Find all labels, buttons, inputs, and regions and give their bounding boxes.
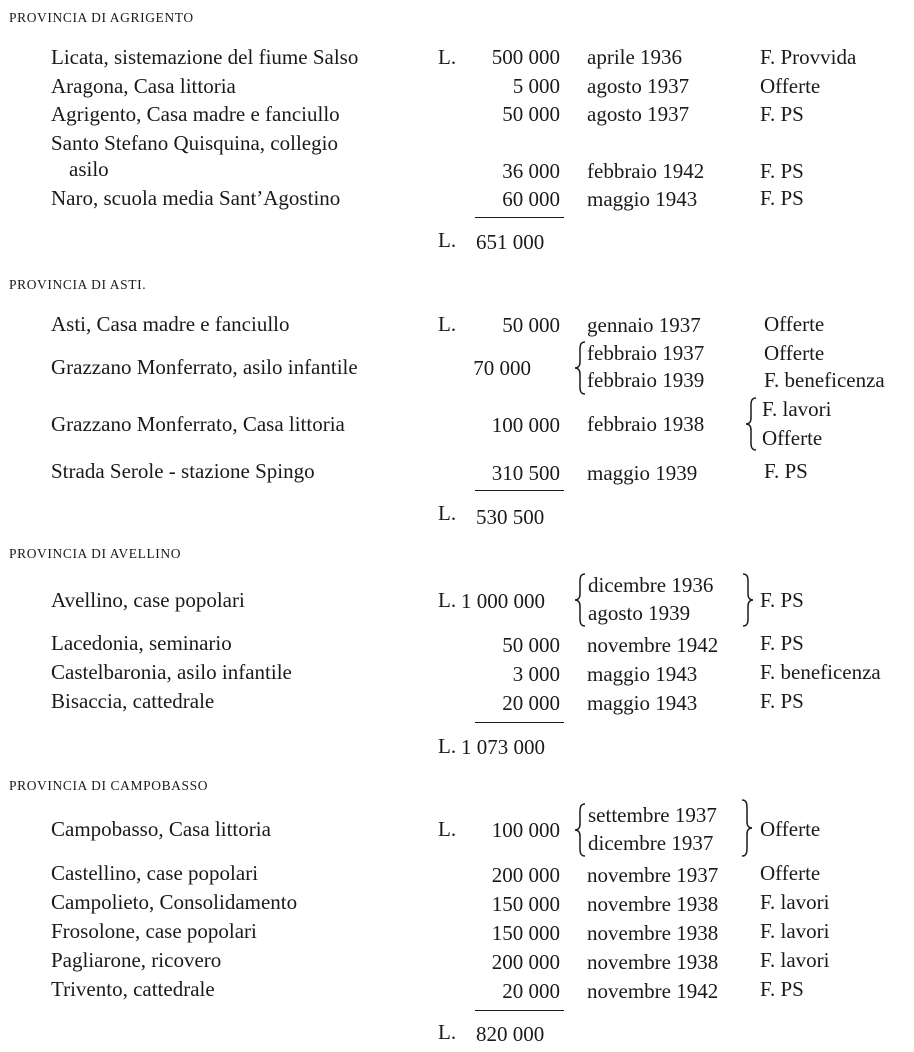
date: dicembre 1936 [588, 573, 714, 597]
place-name: Campobasso, Casa littoria [51, 817, 271, 841]
place-name: Bisaccia, cattedrale [51, 689, 215, 713]
amount: 50 000 [502, 102, 560, 126]
currency-label: L. [438, 817, 457, 841]
section-total: 530 500 [476, 505, 545, 529]
funding-source: Offerte [764, 341, 825, 365]
date: febbraio 1939 [587, 368, 705, 392]
currency-label: L. [438, 588, 457, 612]
place-name: Campolieto, Consolidamento [51, 890, 298, 914]
total-currency-label: L. [438, 228, 457, 252]
funding-source: Offerte [760, 74, 821, 98]
section-title: PROVINCIA DI CAMPOBASSO [9, 778, 209, 793]
date: novembre 1938 [587, 892, 719, 916]
total-rule [475, 722, 564, 723]
date: novembre 1938 [587, 950, 719, 974]
place-name: Castellino, case popolari [51, 861, 259, 885]
funding-source: Offerte [764, 312, 825, 336]
date: aprile 1936 [587, 45, 683, 69]
amount: 310 500 [491, 461, 560, 485]
right-brace [742, 572, 754, 628]
date: maggio 1943 [587, 187, 698, 211]
place-name: Agrigento, Casa madre e fanciullo [51, 102, 340, 126]
date: novembre 1937 [587, 863, 719, 887]
left-brace [574, 802, 586, 858]
funding-source: F. PS [760, 588, 804, 612]
date: maggio 1939 [587, 461, 698, 485]
place-name: Grazzano Monferrato, Casa littoria [51, 412, 345, 436]
place-name: Asti, Casa madre e fanciullo [51, 312, 290, 336]
amount: 50 000 [502, 633, 560, 657]
date: agosto 1939 [588, 601, 691, 625]
funding-source: F. lavori [762, 397, 832, 421]
section-title: PROVINCIA DI AGRIGENTO [9, 10, 194, 25]
amount: 20 000 [502, 979, 560, 1003]
total-rule [475, 490, 564, 491]
amount: 500 000 [491, 45, 560, 69]
place-name-continued: asilo [69, 157, 109, 181]
currency-label: L. [438, 45, 457, 69]
date: febbraio 1938 [587, 412, 705, 436]
funding-source: F. PS [760, 977, 804, 1001]
date: febbraio 1937 [587, 341, 705, 365]
amount: 100 000 [491, 413, 560, 437]
total-rule [475, 217, 564, 218]
funding-source: Offerte [762, 426, 823, 450]
date: novembre 1942 [587, 979, 719, 1003]
amount: 60 000 [502, 187, 560, 211]
date: novembre 1938 [587, 921, 719, 945]
place-name: Trivento, cattedrale [51, 977, 215, 1001]
date: febbraio 1942 [587, 159, 705, 183]
amount: 200 000 [491, 950, 560, 974]
amount: 36 000 [502, 159, 560, 183]
currency-label: L. [438, 312, 457, 336]
section-title: PROVINCIA DI AVELLINO [9, 546, 182, 561]
section-total: 1 073 000 [461, 735, 545, 759]
place-name: Santo Stefano Quisquina, collegio [51, 131, 338, 155]
funding-source: F. PS [760, 186, 804, 210]
amount: 150 000 [491, 921, 560, 945]
amount: 5 000 [512, 74, 560, 98]
total-currency-label: L. [438, 501, 457, 525]
funding-source: F. PS [760, 689, 804, 713]
amount: 150 000 [491, 892, 560, 916]
funding-source: F. Provvida [760, 45, 857, 69]
date: dicembre 1937 [588, 831, 714, 855]
funding-source: F. PS [760, 631, 804, 655]
funding-source: F. lavori [760, 890, 830, 914]
funding-source: F. PS [760, 159, 804, 183]
amount: 20 000 [502, 691, 560, 715]
funding-source: F. lavori [760, 919, 830, 943]
place-name: Pagliarone, ricovero [51, 948, 222, 972]
funding-source: F. PS [764, 459, 808, 483]
amount: 1 000 000 [461, 589, 545, 613]
amount: 100 000 [491, 818, 560, 842]
left-brace [574, 340, 586, 396]
amount: 50 000 [502, 313, 560, 337]
right-brace [741, 798, 753, 858]
place-name: Strada Serole - stazione Spingo [51, 459, 315, 483]
left-brace [745, 396, 757, 452]
place-name: Castelbaronia, asilo infantile [51, 660, 292, 684]
amount: 200 000 [491, 863, 560, 887]
funding-source: Offerte [760, 817, 821, 841]
amount: 3 000 [512, 662, 560, 686]
place-name: Grazzano Monferrato, asilo infantile [51, 355, 358, 379]
place-name: Avellino, case popolari [51, 588, 245, 612]
place-name: Aragona, Casa littoria [51, 74, 236, 98]
date: agosto 1937 [587, 74, 690, 98]
place-name: Naro, scuola media Sant’Agostino [51, 186, 341, 210]
date: gennaio 1937 [587, 313, 701, 337]
section-total: 651 000 [476, 230, 545, 254]
funding-source: Offerte [760, 861, 821, 885]
date: maggio 1943 [587, 691, 698, 715]
date: agosto 1937 [587, 102, 690, 126]
date: novembre 1942 [587, 633, 719, 657]
funding-source: F. beneficenza [764, 368, 885, 392]
total-rule [475, 1010, 564, 1011]
funding-source: F. beneficenza [760, 660, 881, 684]
place-name: Frosolone, case popolari [51, 919, 257, 943]
place-name: Lacedonia, seminario [51, 631, 232, 655]
total-currency-label: L. [438, 734, 457, 758]
funding-source: F. lavori [760, 948, 830, 972]
section-title: PROVINCIA DI ASTI. [9, 277, 147, 292]
total-currency-label: L. [438, 1020, 457, 1044]
section-total: 820 000 [476, 1022, 545, 1046]
date: maggio 1943 [587, 662, 698, 686]
date: settembre 1937 [588, 803, 717, 827]
place-name: Licata, sistemazione del fiume Salso [51, 45, 359, 69]
amount: 70 000 [473, 356, 531, 380]
funding-source: F. PS [760, 102, 804, 126]
left-brace [574, 572, 586, 628]
